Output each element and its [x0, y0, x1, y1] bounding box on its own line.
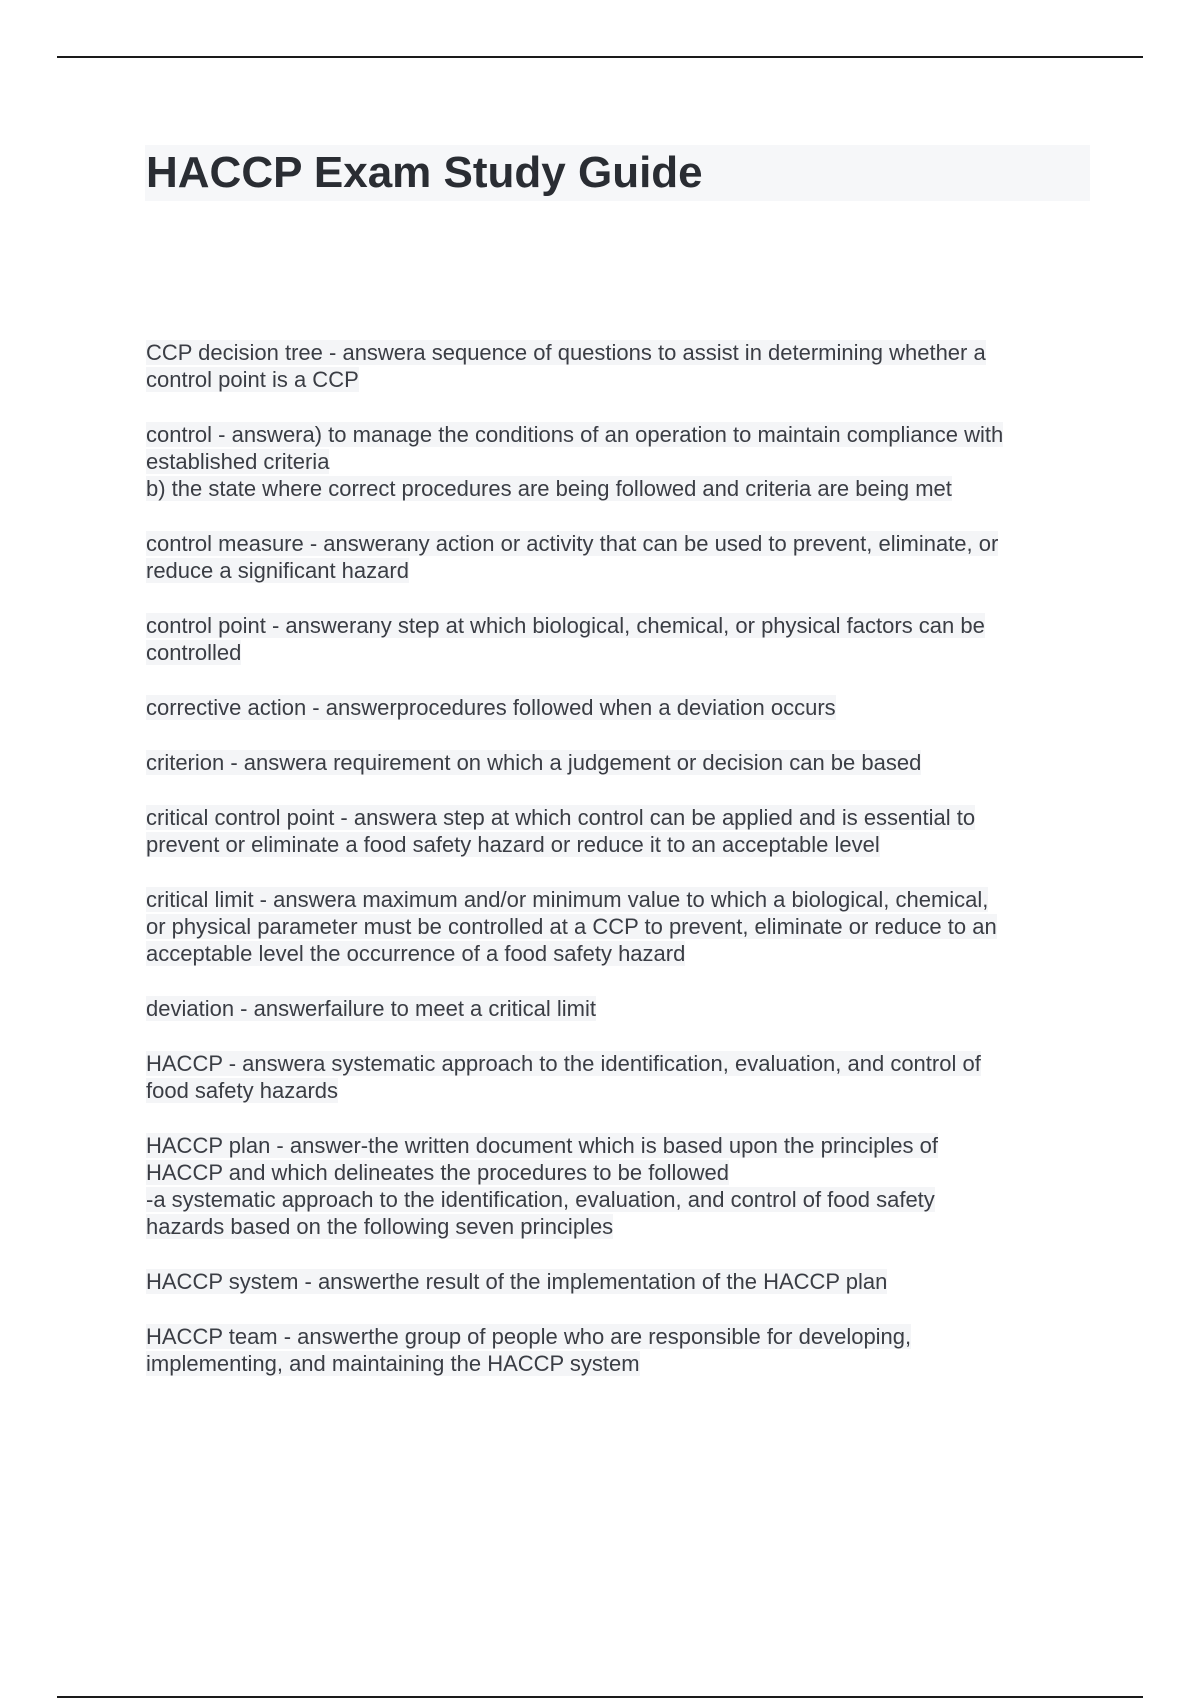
entry-control [146, 421, 1096, 502]
entry-haccp-team [146, 1323, 1096, 1377]
entry-line: controlled [146, 640, 242, 665]
entry-line: HACCP system - answerthe result of the implementation of the HACCP plan [146, 1269, 888, 1294]
entry-deviation [146, 995, 1096, 1022]
entry-line: established criteria [146, 449, 330, 474]
entry-line: control point - answerany step at which biological, chemical, or physical factors can be [146, 613, 985, 638]
entry-line: critical limit - answera maximum and/or minimum value to which a biological, chemical, [146, 887, 989, 912]
entry-critical-limit [146, 886, 1096, 967]
entry-line: control - answera) to manage the conditions of an operation to maintain compliance with [146, 422, 1004, 447]
entry-line: control measure - answerany action or activity that can be used to prevent, eliminate, or [146, 531, 999, 556]
page-title: HACCP Exam Study Guide [146, 148, 703, 197]
entry-line: criterion - answera requirement on which a judgement or decision can be based [146, 750, 922, 775]
entry-line: reduce a significant hazard [146, 558, 409, 583]
entry-haccp [146, 1050, 1096, 1104]
entry-line: b) the state where correct procedures are being followed and criteria are being met [146, 476, 952, 501]
entry-haccp-plan [146, 1132, 1096, 1240]
entry-line: hazards based on the following seven principles [146, 1214, 614, 1239]
entry-corrective-action [146, 694, 1096, 721]
entry-line: prevent or eliminate a food safety hazard or reduce it to an acceptable level [146, 832, 880, 857]
glossary-entries [146, 339, 1096, 1405]
entry-criterion [146, 749, 1096, 776]
entry-line: CCP decision tree - answera sequence of questions to assist in determining whether a [146, 340, 986, 365]
entry-critical-control-point [146, 804, 1096, 858]
bottom-rule [57, 1696, 1143, 1698]
entry-line: HACCP team - answerthe group of people who are responsible for developing, [146, 1324, 912, 1349]
entry-line: critical control point - answera step at which control can be applied and is essential to [146, 805, 976, 830]
entry-ccp-decision-tree [146, 339, 1096, 393]
entry-line: food safety hazards [146, 1078, 339, 1103]
entry-line: or physical parameter must be controlled at a CCP to prevent, eliminate or reduce to an [146, 914, 997, 939]
entry-control-point [146, 612, 1096, 666]
entry-line: corrective action - answerprocedures followed when a deviation occurs [146, 695, 836, 720]
entry-line: HACCP plan - answer-the written document which is based upon the principles of [146, 1133, 938, 1158]
entry-line: acceptable level the occurrence of a food safety hazard [146, 941, 686, 966]
entry-line: -a systematic approach to the identification, evaluation, and control of food safety [146, 1187, 935, 1212]
entry-line: control point is a CCP [146, 367, 359, 392]
entry-line: deviation - answerfailure to meet a critical limit [146, 996, 596, 1021]
top-rule [57, 56, 1143, 58]
entry-control-measure [146, 530, 1096, 584]
entry-line: implementing, and maintaining the HACCP system [146, 1351, 640, 1376]
entry-line: HACCP and which delineates the procedures to be followed [146, 1160, 729, 1185]
entry-line: HACCP - answera systematic approach to the identification, evaluation, and control of [146, 1051, 981, 1076]
entry-haccp-system [146, 1268, 1096, 1295]
